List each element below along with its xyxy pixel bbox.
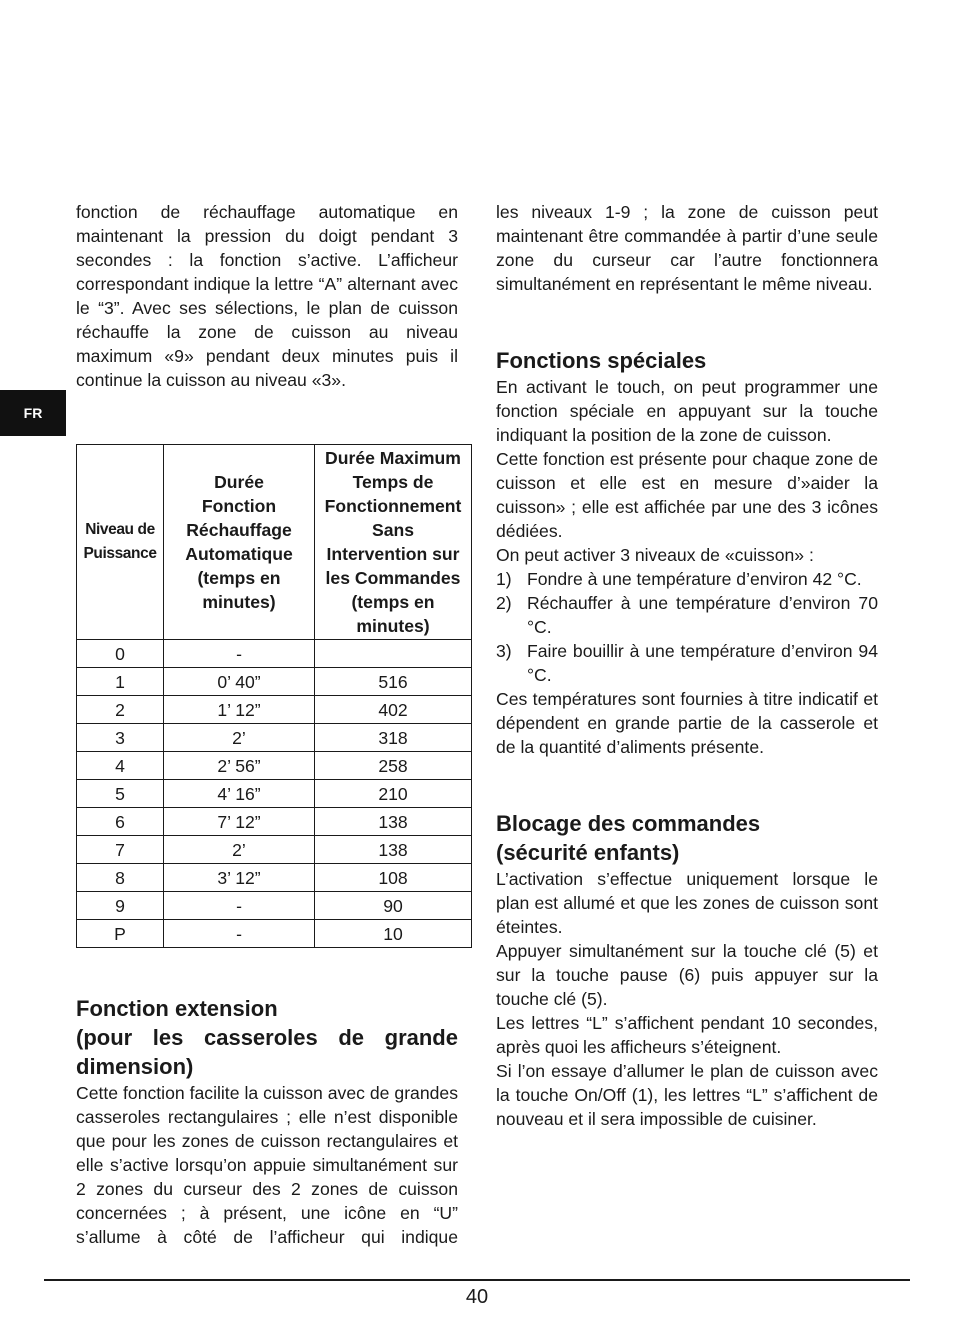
header-max-duration (315, 445, 472, 640)
special-paragraph-2: Cette fonction est présente pour chaque zone de cuisson et elle est en mesure d’»aider la cuisson» ; elle est affichée par une des 3 icônes dédiées. (496, 449, 878, 541)
cell-level: 7 (77, 836, 164, 864)
special-functions-heading: Fonctions spéciales (496, 348, 707, 373)
right-column (496, 200, 878, 1131)
list-item (496, 591, 878, 639)
table-row (77, 808, 472, 836)
header-auto-line: Fonction (201, 496, 277, 516)
extension-heading (76, 994, 458, 1081)
header-auto-line: minutes) (202, 592, 276, 612)
cell-level: 1 (77, 668, 164, 696)
header-max-line: les Commandes (325, 568, 461, 588)
lock-paragraph-2: Appuyer simultanément sur la touche clé (5) et sur la touche pause (6) puis appuyer sur la touche clé (5). (496, 941, 878, 1009)
cell-max: 258 (315, 752, 472, 780)
header-power-level (77, 445, 164, 640)
child-lock-heading (496, 809, 878, 867)
cell-max: 318 (315, 724, 472, 752)
cell-max: 516 (315, 668, 472, 696)
cell-level: 0 (77, 640, 164, 668)
table-row (77, 640, 472, 668)
cell-max: 108 (315, 864, 472, 892)
cell-max: 138 (315, 808, 472, 836)
cell-max: 210 (315, 780, 472, 808)
cell-auto: - (164, 892, 315, 920)
intro-paragraph: fonction de réchauffage automatique en maintenant la pression du doigt pendant 3 secondes : la fonction s’active. L’afficheur correspondant indique la lettre “A” alternant avec le “3”. Avec ses sélections, le plan de cuisson réchauffe la zone de cuisson au niveau maximum «9» pendant deux minutes puis il continue la cuisson au niveau «3». (76, 202, 458, 390)
list-item (496, 567, 878, 591)
cell-level: 6 (77, 808, 164, 836)
cell-max: 90 (315, 892, 472, 920)
cell-auto: - (164, 920, 315, 948)
cell-level: P (77, 920, 164, 948)
cell-max (315, 640, 472, 668)
extension-heading-line1: Fonction extension (76, 996, 278, 1021)
cell-level: 2 (77, 696, 164, 724)
extension-heading-line2: (pour les casseroles de grande (76, 1025, 458, 1050)
lock-paragraph-1: L’activation s’effectue uniquement lorsque le plan est allumé et que les zones de cuisson sont éteintes. (496, 869, 878, 937)
header-auto-line: Automatique (185, 544, 293, 564)
cell-level: 4 (77, 752, 164, 780)
list-item-text: Faire bouillir à une température d’environ 94 °C. (527, 641, 878, 685)
cell-auto: 7’ 12” (164, 808, 315, 836)
lock-paragraph-3: Les lettres “L” s’affichent pendant 10 secondes, après quoi les afficheurs s’éteignent. (496, 1013, 878, 1057)
extension-heading-line3: dimension) (76, 1054, 194, 1079)
table-row (77, 696, 472, 724)
list-item (496, 639, 878, 687)
left-column (76, 200, 462, 1249)
cell-auto: 3’ 12” (164, 864, 315, 892)
page-number: 40 (465, 1286, 489, 1308)
header-max-line: minutes) (356, 616, 430, 636)
cell-max: 138 (315, 836, 472, 864)
cell-max: 10 (315, 920, 472, 948)
header-auto-line: Réchauffage (186, 520, 292, 540)
power-level-table (76, 444, 472, 948)
cell-auto: 0’ 40” (164, 668, 315, 696)
special-paragraph-4: Ces températures sont fournies à titre indicatif et dépendent en grande partie de la casserole et de la quantité d’aliments présente. (496, 689, 878, 757)
table-row (77, 752, 472, 780)
list-item-number: 3) (496, 641, 512, 661)
table-row (77, 892, 472, 920)
list-item-text: Réchauffer à une température d’environ 70 °C. (527, 593, 878, 637)
header-auto-line: (temps en (197, 568, 281, 588)
special-paragraph-1: En activant le touch, on peut programmer une fonction spéciale en appuyant sur la touche indiquant la position de la zone de cuisson. (496, 377, 878, 445)
cell-level: 5 (77, 780, 164, 808)
language-tab: FR (0, 390, 66, 436)
extension-paragraph: Cette fonction facilite la cuisson avec de grandes casseroles rectangulaires ; elle n’est disponible que pour les zones de cuisson rectangulaires et elle s’active lorsqu’on appuie simultanément sur 2 zones du curseur des 2 zones de cuisson concernées ; à présent, une icône en “U” s’allume à côté de l’afficheur qui indique (76, 1083, 458, 1247)
table-row (77, 836, 472, 864)
table-row (77, 724, 472, 752)
table-row (77, 668, 472, 696)
child-lock-heading-line1: Blocage des commandes (496, 811, 761, 836)
list-item-text: Fondre à une température d’environ 42 °C. (527, 569, 862, 589)
cell-level: 9 (77, 892, 164, 920)
header-auto-duration (164, 445, 315, 640)
header-max-line: Durée Maximum (325, 448, 461, 468)
table-row (77, 864, 472, 892)
cell-auto: 2’ 56” (164, 752, 315, 780)
header-max-line: Intervention sur (326, 544, 460, 564)
table-row (77, 780, 472, 808)
table-header-row (77, 445, 472, 640)
cell-auto: 1’ 12” (164, 696, 315, 724)
header-power-level-line2: Puissance (83, 545, 157, 562)
header-max-line: Sans (371, 520, 415, 540)
cell-auto: 4’ 16” (164, 780, 315, 808)
continuation-paragraph: les niveaux 1-9 ; la zone de cuisson peut maintenant être commandée à partir d’une seule zone du curseur car l’autre fonctionnera simultanément en représentant le même niveau. (496, 202, 878, 294)
cell-max: 402 (315, 696, 472, 724)
special-paragraph-3: On peut activer 3 niveaux de «cuisson» : (496, 545, 814, 565)
header-max-line: (temps en (351, 592, 435, 612)
header-power-level-line1: Niveau de (85, 521, 155, 538)
lock-paragraph-4: Si l’on essaye d’allumer le plan de cuisson avec la touche On/Off (1), les lettres “L” s’affichent de nouveau et il sera impossible de cuisiner. (496, 1061, 878, 1129)
table-row (77, 920, 472, 948)
cell-auto: 2’ (164, 724, 315, 752)
cell-auto: - (164, 640, 315, 668)
header-auto-line: Durée (214, 472, 264, 492)
cell-auto: 2’ (164, 836, 315, 864)
footer-divider (44, 1279, 910, 1281)
list-item-number: 1) (496, 569, 512, 589)
list-item-number: 2) (496, 593, 512, 613)
cell-level: 8 (77, 864, 164, 892)
cooking-levels-list (496, 567, 878, 687)
child-lock-heading-line2: (sécurité enfants) (496, 840, 680, 865)
header-max-line: Fonctionnement (324, 496, 462, 516)
header-max-line: Temps de (352, 472, 434, 492)
cell-level: 3 (77, 724, 164, 752)
